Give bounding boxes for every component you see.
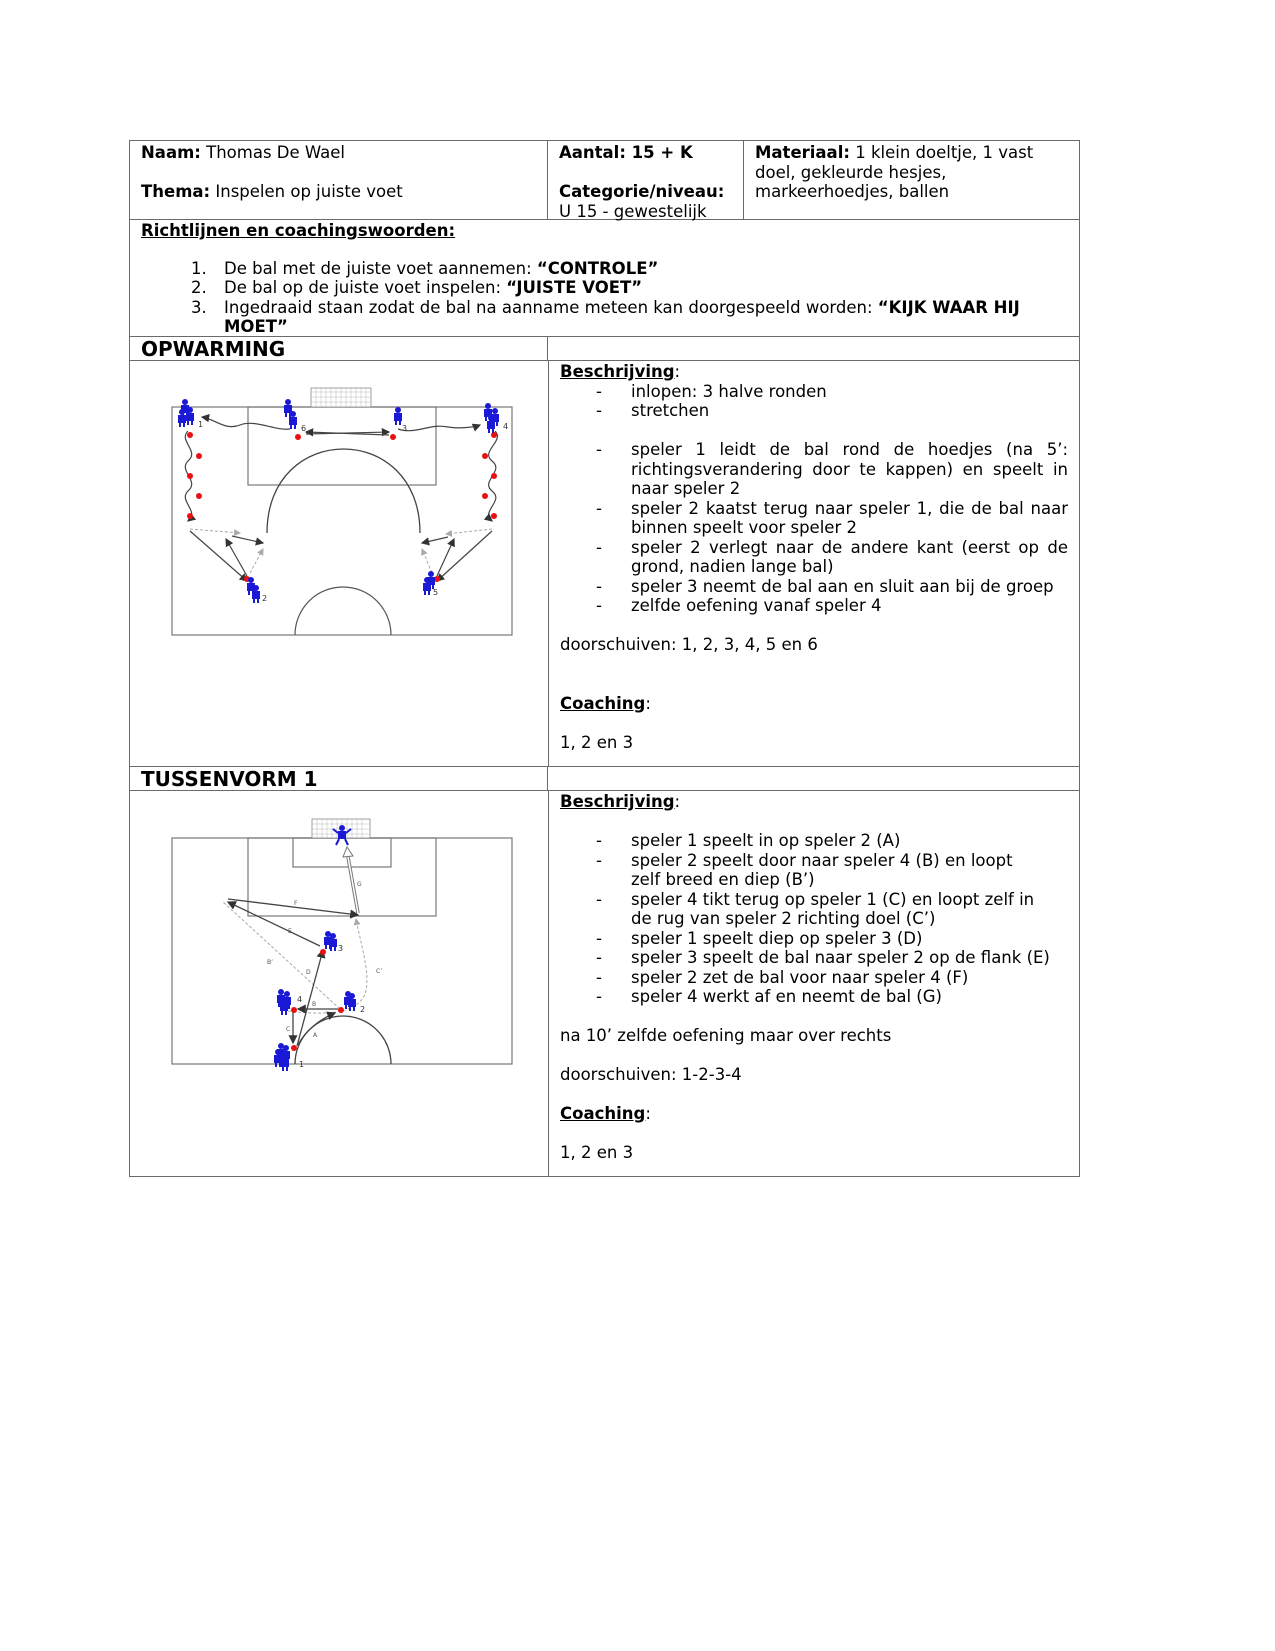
coaching-value: 1, 2 en 3 (560, 732, 634, 752)
opwarming-bullets-a (560, 382, 1068, 421)
bullet-item: - speler 4 tikt terug op speler 1 (C) en loopt zelf in de rug van speler 2 richting doel (C’) (596, 890, 1068, 929)
header-row (130, 141, 1079, 220)
tussenvorm-description: Beschrijving: - speler 1 speelt in op speler 2 (A) - speler 2 speelt door naar speler 4 (B) en loopt zelf breed en diep (B’) - speler 4 tikt terug op speler 1 (C) en loopt zelf in de rug van speler 2 richting doel (C’) - speler 1 speelt diep op speler 3 (D) - speler 3 speelt de bal naar speler 2 op de flank (E) - speler 2 zet de bal voor naar speler 4 (F) - speler 4 werkt af en neemt de bal (G) na 10’ zelfde oefening maar over rechts doorschuiven: 1-2-3-4 Coaching: 1, 2 en 3 (549, 791, 1079, 1176)
football-field-diagram-1 (130, 361, 548, 766)
naam-value: Thomas De Wael (206, 143, 345, 162)
svg-text:C’: C’ (376, 968, 383, 975)
thema-label: Thema: (141, 182, 211, 201)
svg-text:A: A (313, 1032, 318, 1039)
opwarming-diagram (130, 361, 549, 766)
svg-text:B: B (312, 1001, 317, 1008)
rotation-text: doorschuiven: 1, 2, 3, 4, 5 en 6 (560, 635, 818, 654)
svg-text:F: F (294, 900, 298, 907)
naam-label: Naam: (141, 143, 201, 162)
coaching-label: Coaching (560, 693, 646, 713)
beschrijving-label: Beschrijving (560, 792, 675, 811)
categorie-value: U 15 - gewestelijk (559, 201, 707, 221)
svg-text:B’: B’ (267, 959, 274, 966)
coaching-label: Coaching (560, 1104, 646, 1123)
bullet-item: - zelfde oefening vanaf speler 4 (596, 596, 1068, 616)
svg-text:D: D (306, 969, 311, 976)
opwarming-description: Beschrijving: - inlopen: 3 halve ronden - stretchen - speler 1 leidt de bal rond de hoedjes (na 5’: richtingsverandering door te kappen) en speelt in naar speler 2 - speler 2 kaatst terug naar speler 1, die de bal naar binnen speelt voor speler 2 - speler 2 verlegt naar de andere kant (eerst op de grond, nadien lange bal) - speler 3 neemt de bal aan en sluit aan bij de groep - zelfde oefening vanaf speler 4 doorschuiven: 1, 2, 3, 4, 5 en 6 Coaching: 1, 2 en 3 (549, 361, 1079, 766)
aantal-categorie-cell (548, 141, 744, 219)
categorie-label: Categorie/niveau: (559, 182, 725, 201)
guideline-item: 3. Ingedraaid staan zodat de bal na aanname meteen kan doorgespeeld worden: “KIJK WAAR HIJ MOET” (212, 298, 1068, 337)
svg-text:1: 1 (198, 420, 204, 429)
opwarming-title-row (130, 337, 1079, 361)
bullet-item: - speler 2 speelt door naar speler 4 (B) en loopt zelf breed en diep (B’) (596, 851, 1068, 890)
svg-text:2: 2 (262, 594, 268, 603)
thema-value: Inspelen op juiste voet (215, 182, 403, 201)
bullet-item: - speler 4 werkt af en neemt de bal (G) (596, 987, 1068, 1007)
opwarming-bullets-b (560, 440, 1068, 616)
svg-text:E: E (288, 928, 292, 935)
bullet-item: - speler 1 leidt de bal rond de hoedjes (na 5’: richtingsverandering door te kappen) en speelt in naar speler 2 (596, 440, 1068, 499)
tussenvorm-bullets (560, 831, 1068, 1007)
section-title-opwarming: OPWARMING (130, 337, 548, 360)
bullet-item: - speler 2 kaatst terug naar speler 1, die de bal naar binnen speelt voor speler 2 (596, 499, 1068, 538)
materiaal-value: 1 klein doeltje, 1 vast doel, gekleurde hesjes, markeerhoedjes, ballen (755, 143, 1034, 201)
svg-text:3: 3 (338, 944, 344, 953)
guidelines-list (141, 259, 1068, 337)
aantal-label: Aantal: 15 + K (559, 143, 693, 162)
session-sheet (129, 140, 1080, 1177)
bullet-item: - speler 1 speelt diep op speler 3 (D) (596, 929, 1068, 949)
bullet-item: - inlopen: 3 halve ronden (596, 382, 1068, 402)
materiaal-label: Materiaal: (755, 143, 850, 162)
bullet-item: - speler 2 zet de bal voor naar speler 4 (F) (596, 968, 1068, 988)
guidelines-title: Richtlijnen en coachingswoorden: (141, 221, 456, 240)
player-icons (178, 399, 499, 603)
opwarming-content-row (130, 361, 1079, 767)
tussenvorm-diagram (130, 791, 549, 1176)
guidelines-cell (130, 220, 1079, 336)
beschrijving-label: Beschrijving (560, 362, 675, 381)
coaching-value: 1, 2 en 3 (560, 1143, 634, 1162)
svg-text:2: 2 (360, 1005, 366, 1014)
svg-text:6: 6 (301, 424, 307, 433)
guideline-item: 2. De bal op de juiste voet inspelen: “JUISTE VOET” (212, 278, 1068, 298)
guideline-item: 1. De bal met de juiste voet aannemen: “CONTROLE” (212, 259, 1068, 279)
section-title-tussenvorm: TUSSENVORM 1 (130, 767, 548, 790)
variation-text: na 10’ zelfde oefening maar over rechts (560, 1026, 892, 1045)
svg-text:3: 3 (402, 424, 408, 433)
tussenvorm-title-row (130, 767, 1079, 791)
tussenvorm-content-row (130, 791, 1079, 1176)
football-field-diagram-2 (130, 791, 548, 1175)
naam-thema-cell (130, 141, 548, 219)
svg-text:4: 4 (503, 422, 509, 431)
svg-text:G: G (357, 881, 362, 888)
svg-text:4: 4 (297, 995, 303, 1004)
materiaal-cell (744, 141, 1079, 219)
svg-text:5: 5 (433, 588, 439, 597)
guidelines-row (130, 220, 1079, 337)
bullet-item: - stretchen (596, 401, 1068, 421)
svg-text:1: 1 (299, 1060, 305, 1069)
rotation-text: doorschuiven: 1-2-3-4 (560, 1065, 742, 1084)
bullet-item: - speler 3 speelt de bal naar speler 2 op de flank (E) (596, 948, 1068, 968)
bullet-item: - speler 3 neemt de bal aan en sluit aan bij de groep (596, 577, 1068, 597)
svg-text:C: C (286, 1026, 291, 1033)
bullet-item: - speler 2 verlegt naar de andere kant (eerst op de grond, nadien lange bal) (596, 538, 1068, 577)
bullet-item: - speler 1 speelt in op speler 2 (A) (596, 831, 1068, 851)
